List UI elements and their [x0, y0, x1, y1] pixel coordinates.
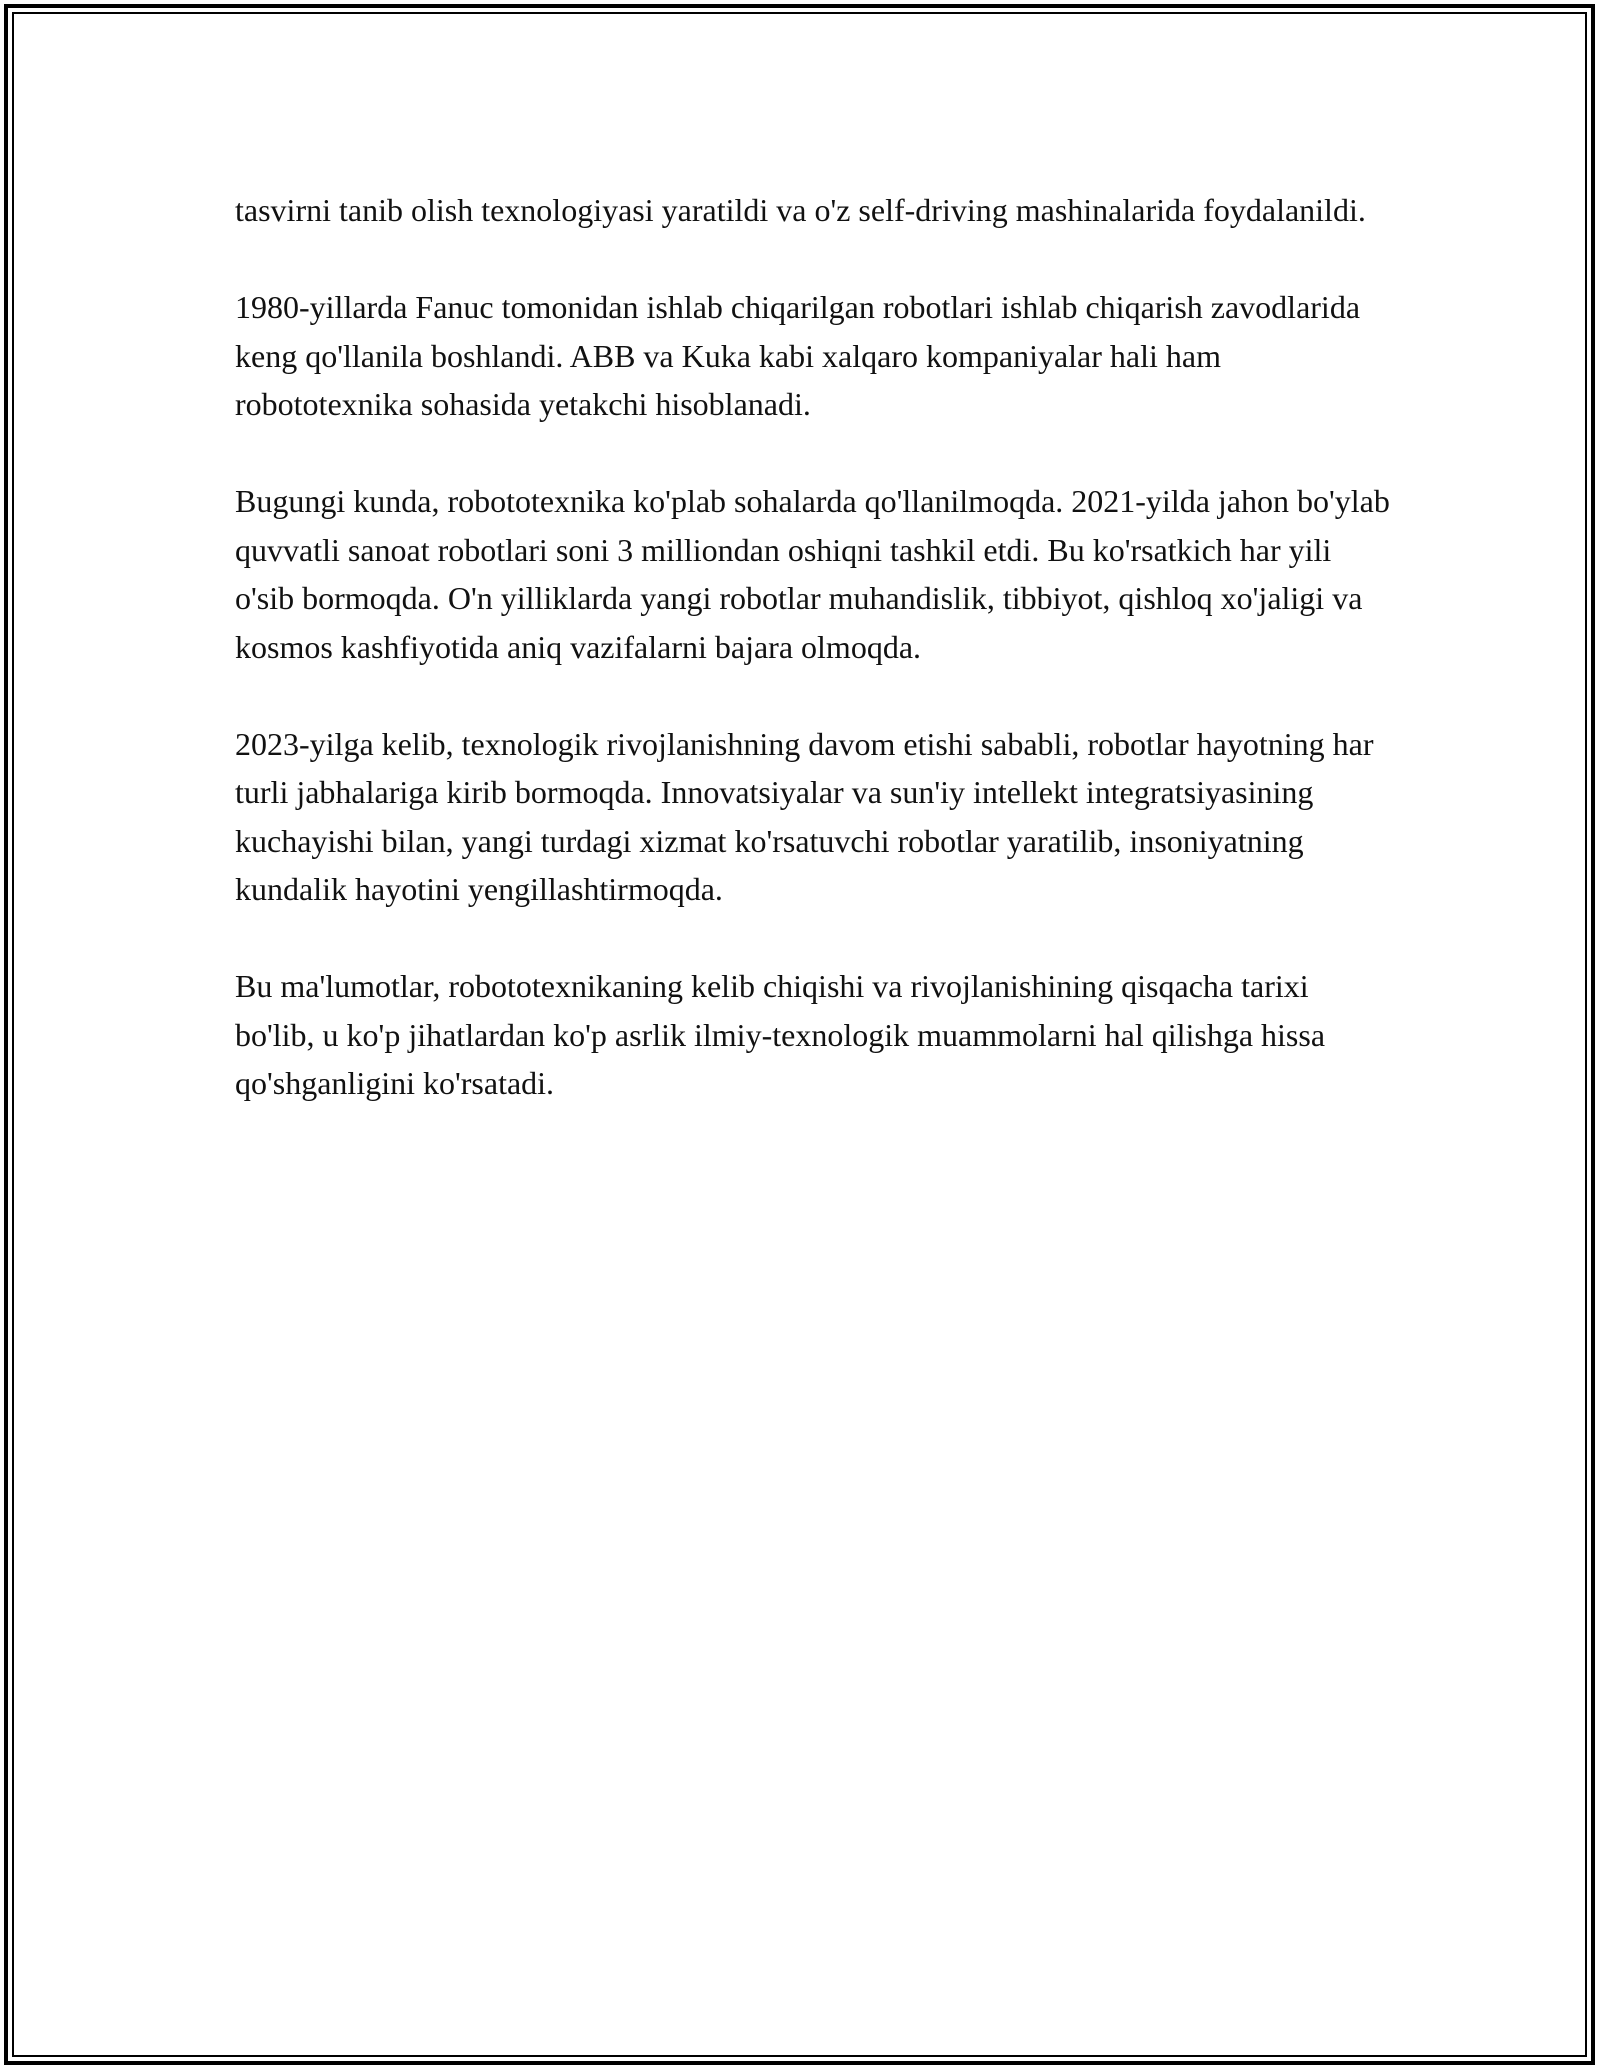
paragraph-1: tasvirni tanib olish texnologiyasi yaratildi va o'z self-driving mashinalarida foydalanildi. — [235, 192, 1366, 228]
paragraph-2: 1980-yillarda Fanuc tomonidan ishlab chiqarilgan robotlari ishlab chiqarish zavodlarida keng qo'llanila boshlandi. ABB va Kuka kabi xalqaro kompaniyalar hali ham robototexnika sohasida yetakchi hisoblanadi. — [235, 289, 1361, 422]
paragraph-3: Bugungi kunda, robototexnika ko'plab sohalarda qo'llanilmoqda. 2021-yilda jahon bo'ylab quvvatli sanoat robotlari soni 3 milliondan oshiqni tashkil etdi. Bu ko'rsatkich har yili o'sib bormoqda. O'n yilliklarda yangi robotlar muhandislik, tibbiyot, qishloq xo'jaligi va kosmos kashfiyotida aniq vazifalarni bajara olmoqda. — [235, 483, 1390, 665]
paragraph-5: Bu ma'lumotlar, robototexnikaning kelib chiqishi va rivojlanishining qisqacha tarixi bo'lib, u ko'p jihatlardan ko'p asrlik ilmiy-texnologik muammolarni hal qilishga hissa qo'shganligini ko'rsatadi. — [235, 968, 1326, 1101]
paragraph-4: 2023-yilga kelib, texnologik rivojlanishning davom etishi sababli, robotlar hayotning har turli jabhalariga kirib bormoqda. Innovatsiyalar va sun'iy intellekt integratsiyasining kuchayishi bilan, yangi turdagi xizmat ko'rsatuvchi robotlar yaratilib, insoniyatning kundalik hayotini yengillashtirmoqda. — [235, 725, 1374, 907]
document-body — [235, 186, 1390, 1156]
